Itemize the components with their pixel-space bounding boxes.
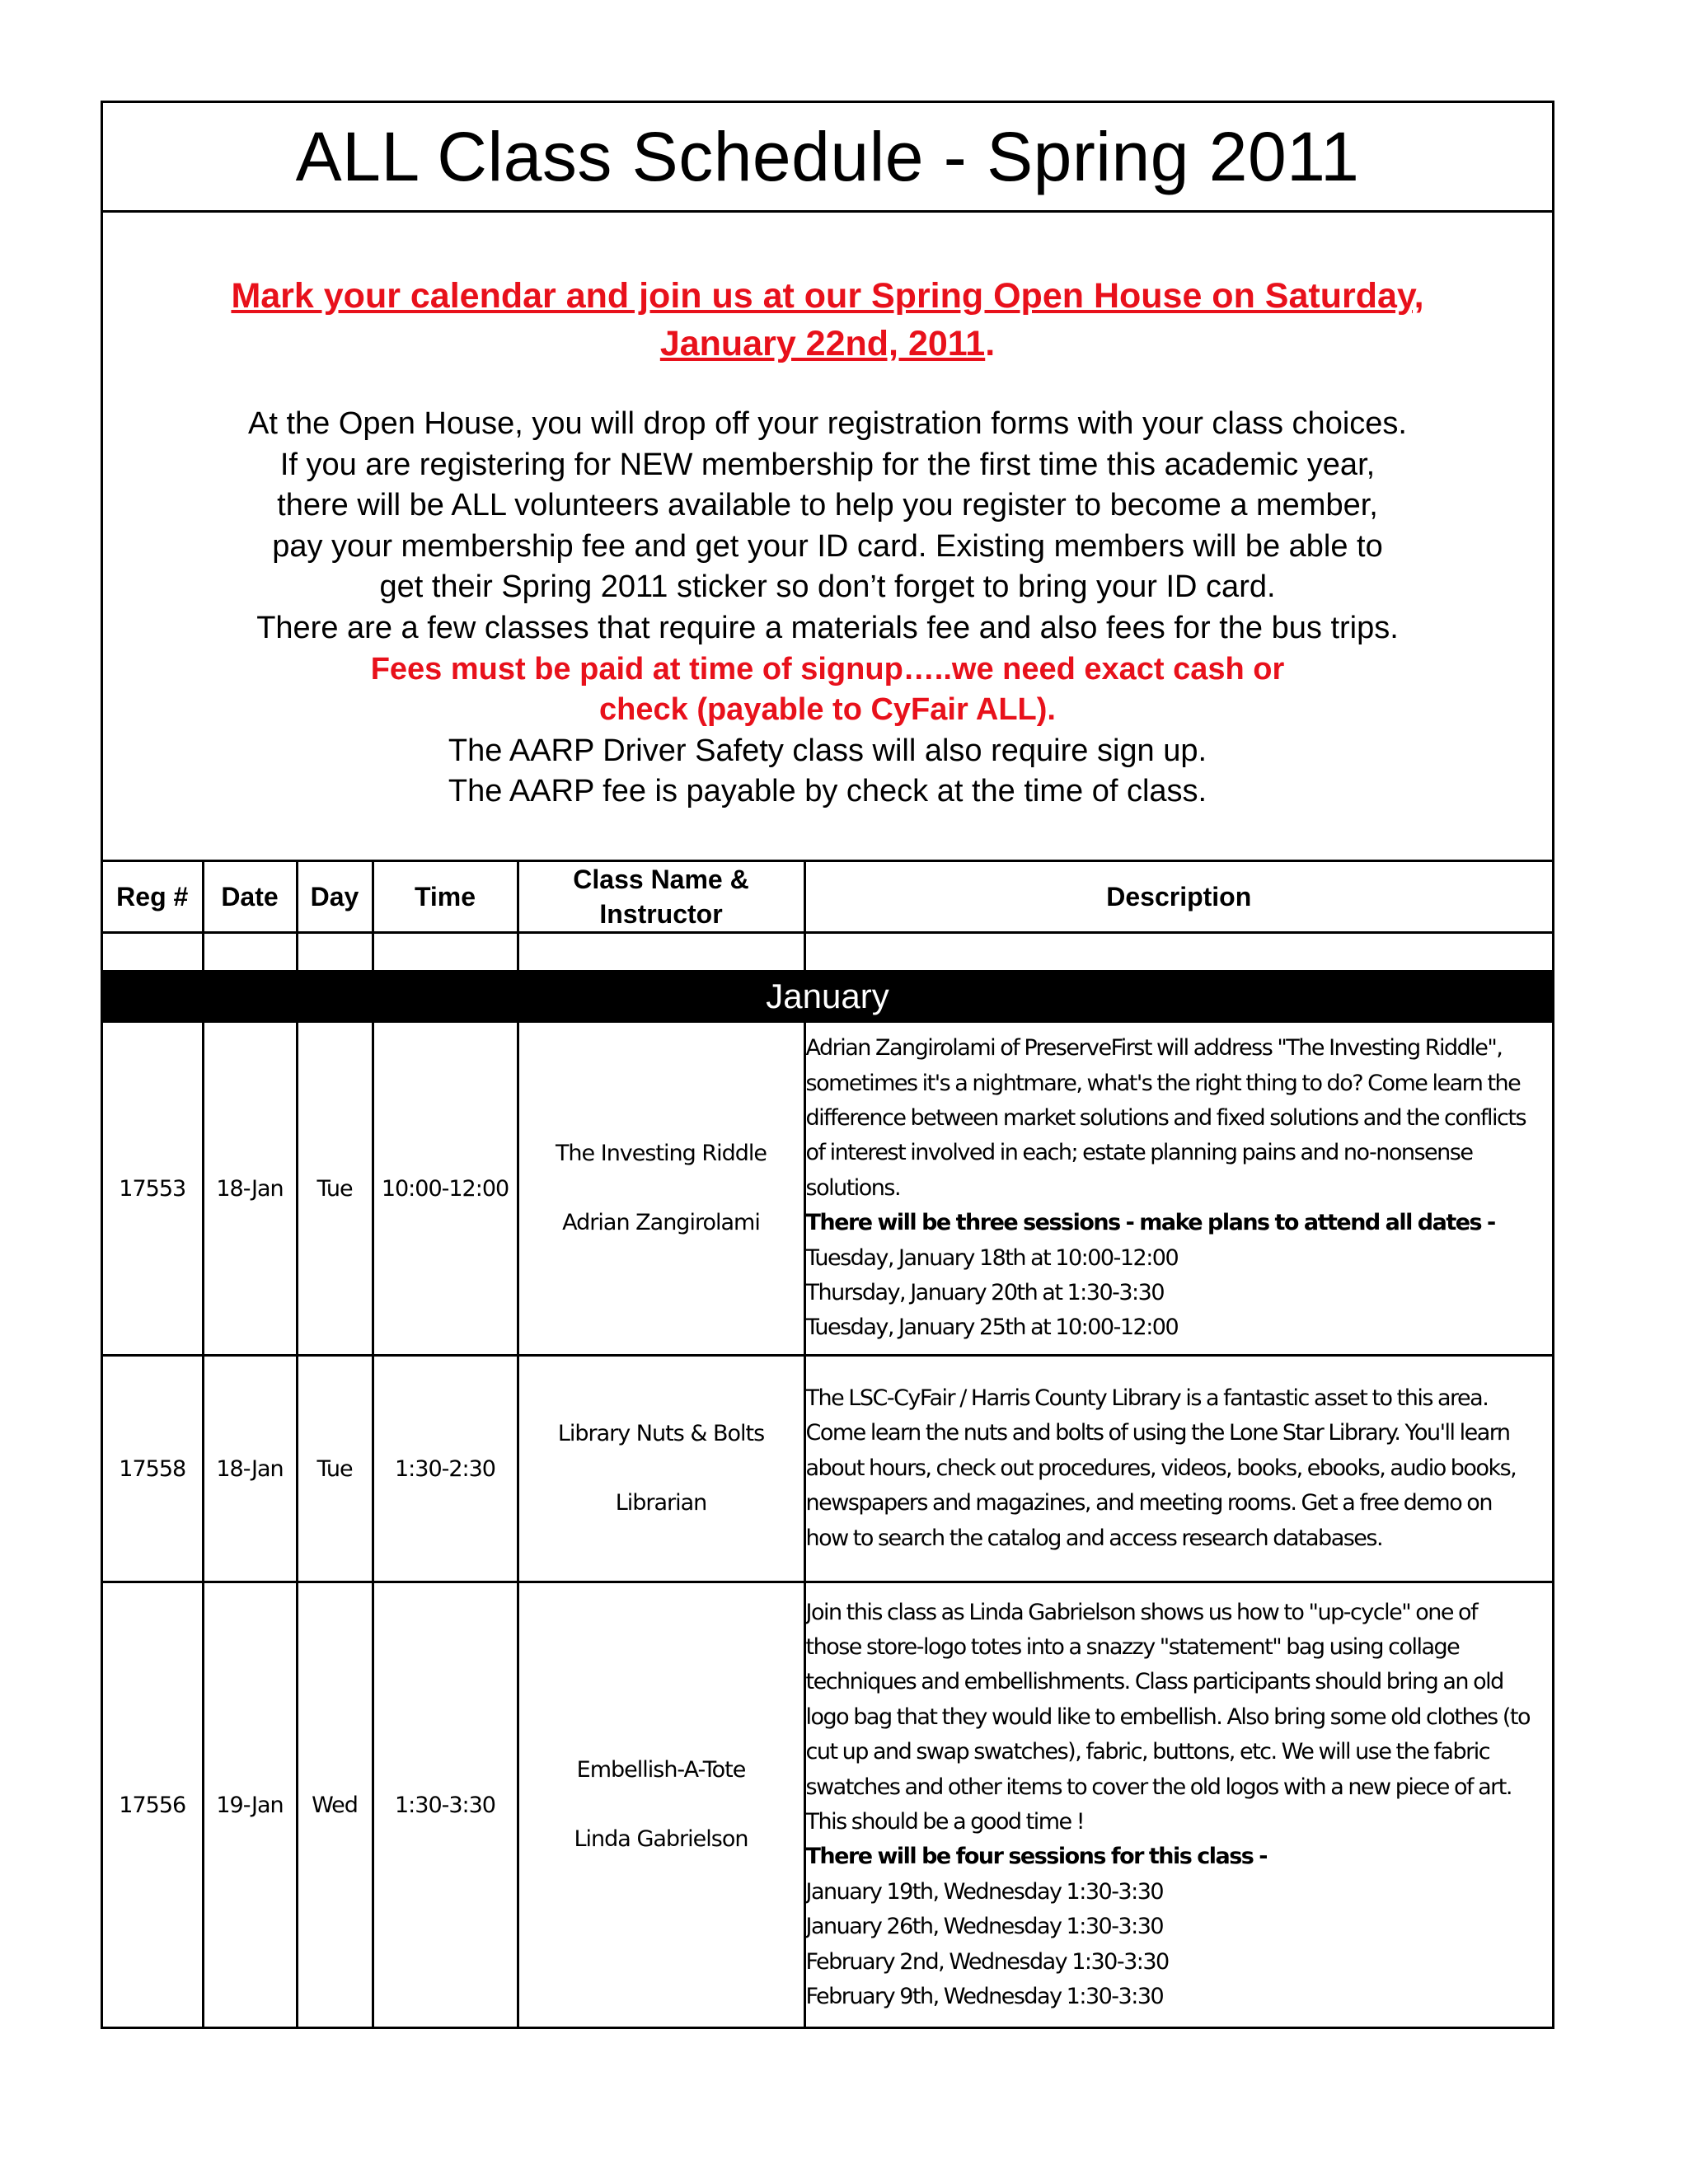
table-row — [103, 1022, 1552, 1356]
class-description — [804, 1356, 1552, 1582]
reg-number: 17556 — [103, 1582, 203, 2027]
description-line: newspapers and magazines, and meeting rooms. Get a free demo on — [805, 1490, 1492, 1516]
header-row — [103, 862, 1552, 933]
reg-number: 17553 — [103, 1022, 203, 1356]
intro-line: If you are registering for NEW membership for the first time this academic year, — [279, 447, 1376, 482]
class-schedule-table — [103, 862, 1552, 2027]
description-line: how to search the catalog and access research databases. — [805, 1525, 1383, 1551]
page-title: ALL Class Schedule - Spring 2011 — [295, 117, 1360, 195]
session-date: January 26th, Wednesday 1:30-3:30 — [805, 1914, 1164, 1940]
class-name-instructor — [518, 1022, 804, 1356]
table-row — [103, 1582, 1552, 2027]
class-time: 1:30-2:30 — [373, 1356, 518, 1582]
class-name-instructor — [518, 1582, 804, 2027]
notice-line-1: Mark your calendar and join us at our Spring Open House on Saturday, — [231, 276, 1424, 316]
open-house-info — [103, 213, 1552, 862]
description-line: The LSC-CyFair / Harris County Library is a fantastic asset to this area. — [805, 1385, 1489, 1411]
intro-paragraph — [103, 404, 1552, 813]
class-name: Embellish-A-Tote — [576, 1757, 746, 1783]
instructor: Linda Gabrielson — [574, 1826, 748, 1852]
description-line: techniques and embellishments. Class participants should bring an old — [805, 1669, 1503, 1695]
class-name: Library Nuts & Bolts — [557, 1421, 765, 1446]
session-date: February 9th, Wednesday 1:30-3:30 — [805, 1984, 1164, 2010]
header-date: Date — [203, 862, 297, 933]
class-description — [804, 1022, 1552, 1356]
empty-cell — [804, 933, 1552, 972]
class-date: 18-Jan — [203, 1356, 297, 1582]
class-name-instructor — [518, 1356, 804, 1582]
class-day: Tue — [297, 1022, 373, 1356]
empty-cell — [518, 933, 804, 972]
reg-number: 17558 — [103, 1356, 203, 1582]
empty-cell — [103, 933, 203, 972]
empty-cell — [297, 933, 373, 972]
description-line: swatches and other items to cover the old logos with a new piece of art. — [805, 1774, 1512, 1800]
empty-cell — [373, 933, 518, 972]
class-time: 10:00-12:00 — [373, 1022, 518, 1356]
description-line: cut up and swap swatches), fabric, buttons, etc. We will use the fabric — [805, 1739, 1490, 1765]
open-house-notice — [127, 272, 1528, 368]
session-date: January 19th, Wednesday 1:30-3:30 — [805, 1878, 1164, 1905]
month-label: January — [103, 972, 1552, 1022]
description-line: of interest involved in each; estate planning pains and no-nonsense — [805, 1140, 1473, 1166]
intro-line: there will be ALL volunteers available to help you register to become a member, — [277, 488, 1378, 523]
intro-line: At the Open House, you will drop off your registration forms with your class choices. — [248, 406, 1407, 441]
sessions-note: There will be four sessions for this class - — [805, 1844, 1267, 1870]
description-line: those store-logo totes into a snazzy "statement" bag using collage — [805, 1633, 1460, 1660]
title-box — [103, 103, 1552, 213]
intro-line: There are a few classes that require a materials fee and also fees for the bus trips. — [256, 610, 1399, 645]
table-row — [103, 1356, 1552, 1582]
intro-line: pay your membership fee and get your ID card. Existing members will be able to — [272, 528, 1383, 564]
header-class-line-2: Instructor — [599, 899, 723, 929]
class-day: Tue — [297, 1356, 373, 1582]
intro-line: get their Spring 2011 sticker so don’t forget to bring your ID card. — [379, 569, 1276, 605]
class-description — [804, 1582, 1552, 2027]
aarp-line-2: The AARP fee is payable by check at the time of class. — [448, 774, 1207, 809]
description-line: sometimes it's a nightmare, what's the right thing to do? Come learn the — [805, 1070, 1521, 1096]
header-description: Description — [804, 862, 1552, 933]
header-class-line-1: Class Name & — [573, 865, 749, 894]
header-day: Day — [297, 862, 373, 933]
header-class — [518, 862, 804, 933]
class-date: 18-Jan — [203, 1022, 297, 1356]
month-row — [103, 972, 1552, 1022]
sessions-note: There will be three sessions - make plans to attend all dates - — [805, 1210, 1495, 1236]
notice-line-2-end: . — [985, 324, 996, 363]
session-date: February 2nd, Wednesday 1:30-3:30 — [805, 1948, 1169, 1975]
spacer-row — [103, 933, 1552, 972]
fees-line-2: check (payable to CyFair ALL). — [599, 692, 1056, 728]
session-date: Thursday, January 20th at 1:30-3:30 — [805, 1280, 1165, 1306]
description-line: logo bag that they would like to embellish. Also bring some old clothes (to — [805, 1704, 1530, 1730]
description-line: Adrian Zangirolami of PreserveFirst will address "The Investing Riddle", — [805, 1035, 1503, 1062]
description-line: Join this class as Linda Gabrielson shows us how to "up-cycle" one of — [805, 1599, 1478, 1625]
class-name: The Investing Riddle — [555, 1141, 767, 1166]
schedule-sheet — [101, 101, 1554, 2029]
instructor: Librarian — [615, 1490, 707, 1516]
description-line: solutions. — [805, 1174, 901, 1201]
header-time: Time — [373, 862, 518, 933]
fees-line-1: Fees must be paid at time of signup…..we need exact cash or — [370, 651, 1285, 687]
instructor: Adrian Zangirolami — [562, 1210, 760, 1235]
description-line: This should be a good time ! — [805, 1809, 1085, 1835]
description-line: difference between market solutions and fixed solutions and the conflicts — [805, 1104, 1526, 1131]
session-date: Tuesday, January 18th at 10:00-12:00 — [805, 1244, 1179, 1271]
empty-cell — [203, 933, 297, 972]
session-date: Tuesday, January 25th at 10:00-12:00 — [805, 1315, 1179, 1341]
aarp-line-1: The AARP Driver Safety class will also require sign up. — [448, 733, 1207, 768]
header-reg: Reg # — [103, 862, 203, 933]
description-line: Come learn the nuts and bolts of using the Lone Star Library. You'll learn — [805, 1420, 1510, 1446]
notice-line-2: January 22nd, 2011 — [659, 324, 986, 363]
class-date: 19-Jan — [203, 1582, 297, 2027]
class-day: Wed — [297, 1582, 373, 2027]
description-line: about hours, check out procedures, videos, books, ebooks, audio books, — [805, 1455, 1517, 1481]
class-time: 1:30-3:30 — [373, 1582, 518, 2027]
